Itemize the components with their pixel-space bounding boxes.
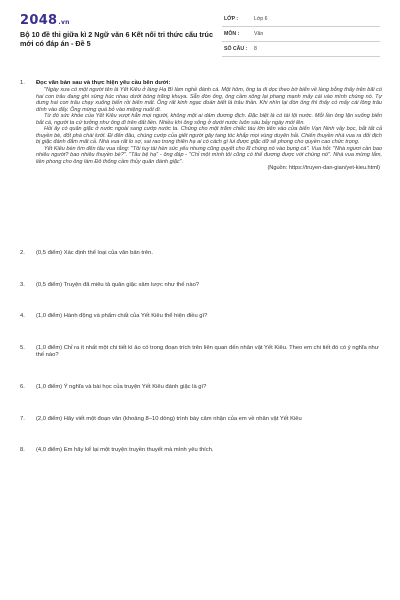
question-2 [20, 250, 382, 258]
question-8 [20, 447, 382, 455]
meta-label: MÔN : [224, 31, 240, 37]
question-text: (1,0 điểm) Ý nghĩa và bài học của truyện Yết Kiêu đánh giặc là gì? [36, 383, 207, 390]
question-number: 6. [20, 383, 25, 390]
question-6 [20, 384, 382, 392]
passage-source: (Nguồn: https://truyen-dan-gian/yet-kieu.html) [267, 165, 380, 171]
question-text: (0,5 điểm) Truyện đã miêu tả quân giặc xâm lược như thế nào? [36, 281, 200, 288]
question-number: 5. [20, 344, 25, 351]
meta-label: SỐ CÂU : [224, 46, 248, 52]
question-list [20, 80, 382, 455]
question-number: 8. [20, 447, 25, 454]
meta-row-class [222, 12, 380, 27]
question-1-title: Đọc văn bản sau và thực hiện yêu cầu bên dưới: [36, 80, 171, 86]
question-4 [20, 313, 382, 321]
meta-value: Văn [254, 31, 264, 37]
passage-paragraph: Hồi ấy có quân giặc ở nước ngoài sang cướp nước ta. Chúng cho một trăm chiếc tàu lớn tiến vào cửa biển Vạn Ninh vây bọc, bắt tất cả thuyền bè, đốt phá chài lưới. Đi đến đâu, chúng cướp của giết người gây tang tóc khắp mọi vùng duyên hải. Chiến thuyền nhà vua ra đối địch bị giặc đánh đắm mất cả. Nhà vua rất lo sợ, sai rao trong thiên hạ ai có cách gì lui được giặc dữ sẽ phong cho quyền cao chức trọng. [36, 126, 382, 145]
question-text: (0,5 điểm) Xác định thể loại của văn bản trên. [36, 250, 153, 256]
question-number: 4. [20, 313, 25, 320]
logo-suffix: .vn [58, 19, 70, 26]
question-text: (2,0 điểm) Hãy viết một đoạn văn (khoảng 8–10 dòng) trình bày cảm nhận của em về nhân vật Yết Kiêu [36, 415, 302, 422]
reading-passage [36, 87, 382, 165]
question-text: (1,0 điểm) Chỉ ra ít nhất một chi tiết kì ảo có trong đoạn trích trên liên quan đến nhân vật Yết Kiêu. Theo em chi tiết đó có ý nghĩa như thế nào? [36, 344, 379, 359]
page-header [0, 0, 400, 66]
question-number: 1. [20, 80, 25, 86]
question-1 [20, 80, 382, 250]
question-number: 7. [20, 415, 25, 422]
passage-paragraph: "Ngày xưa có một người tên là Yết Kiêu ở làng Hạ Bì làm nghề đánh cá. Một hôm, ông ta đi dọc theo bờ biển về làng bỗng thấy trên bãi có hai con trâu đang ghì sừng húc nhau dưới bóng trăng khuya. Sẵn đòn ống, ông cầm xông lại phang mạnh mấy cái vào mình chúng nó. Tự dưng hai con trâu chạy xuống biển rồi biến mất. Ông rất kinh ngạc đoán biết là trâu thần. Khi nhìn lại đòn ống thì thấy có mấy cái lông trâu dính vào đấy. Ông mừng quá bỏ vào miệng nuốt đi. [36, 87, 382, 113]
question-7 [20, 416, 382, 424]
question-text: (1,0 điểm) Hành động và phẩm chất của Yết Kiêu thể hiện điều gì? [36, 313, 208, 320]
passage-paragraph: Từ đó sức khỏe của Yết Kiêu vượt hẳn mọi người, không một ai dám đương địch. Đặc biệt là có tài lội nước. Mỗi lần ông lặn xuống biển bắt cá, người ta cứ tưởng như ông đi trên đất liền. Nhiều khi ông sống ở dưới nước luôn sáu bảy ngày mới lên. [36, 113, 382, 126]
site-logo[interactable] [20, 13, 70, 28]
question-text: (4,0 điểm) Em hãy kể lại một truyện truyền thuyết mà mình yêu thích. [36, 447, 214, 454]
meta-label: LỚP : [224, 16, 239, 22]
passage-paragraph: Yết Kiêu bèn tìm đến tâu vua rằng: "Tôi tuy tài hèn sức yếu nhưng cũng quyết cho lũ chúng nó vào bụng cá". Vua hỏi: "Nhà ngươi cần bao nhiêu người? bao nhiêu thuyền bè?". "Tâu bệ hạ" - ông đáp - "Chỉ một mình tôi cũng có thể đương được với chúng nó". Nhà vua mừng lắm, liền phong cho ông làm Đô thống cầm thủy quân đánh giặc". [36, 145, 382, 165]
question-number: 3. [20, 281, 25, 288]
meta-row-count [222, 42, 380, 57]
logo-text: 2048 [20, 13, 58, 28]
meta-row-subject [222, 27, 380, 42]
question-3 [20, 282, 382, 290]
meta-value: 8 [254, 46, 257, 52]
meta-info-table [222, 12, 380, 57]
document-title: Bộ 10 đề thi giữa kì 2 Ngữ văn 6 Kết nối tri thức cấu trúc mới có đáp án - Đề 5 [20, 30, 213, 48]
question-5 [20, 345, 382, 360]
question-number: 2. [20, 250, 25, 256]
meta-value: Lớp 6 [254, 16, 268, 22]
